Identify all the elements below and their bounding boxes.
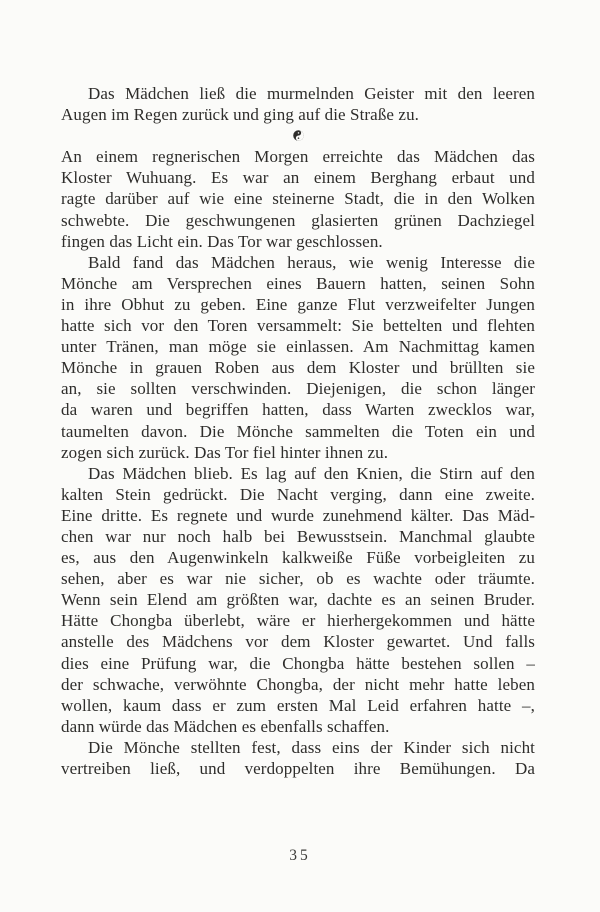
text-line: fingen das Licht ein. Das Tor war geschlossen.: [61, 231, 383, 251]
yin-yang-icon: [61, 125, 535, 146]
text-line: Hätte Chongba überlebt, wäre er hierhergekommen und hätte: [61, 611, 535, 631]
text-line: dies eine Prüfung war, die Chongba hätte bestehen sollen –: [61, 653, 535, 673]
text-line: Wenn sein Elend am größten war, dachte es an seinen Bruder.: [61, 590, 535, 610]
paragraph: [61, 252, 535, 463]
text-line: Die Mönche stellten fest, dass eins der Kinder sich nicht: [88, 737, 535, 757]
text-line: wollen, kaum dass er zum ersten Mal Leid erfahren hatte –,: [61, 695, 535, 715]
page-body-text: [61, 83, 535, 779]
text-line: sehen, aber es war nie sicher, ob es wachte oder träumte.: [61, 569, 535, 589]
text-line: Kloster Wuhuang. Es war an einem Berghang erbaut und: [61, 168, 535, 188]
text-line: Bald fand das Mädchen heraus, wie wenig Interesse die: [88, 252, 535, 272]
paragraph: [61, 463, 535, 737]
text-line: da waren und begriffen hatten, dass Warten zwecklos war,: [61, 400, 535, 420]
text-line: taumelten davon. Die Mönche sammelten die Toten ein und: [61, 421, 535, 441]
text-line: chen war nur noch halb bei Bewusstsein. Manchmal glaubte: [61, 526, 535, 546]
page-number: 35: [289, 847, 311, 864]
text-line: an, sie sollten verschwinden. Diejenigen, die schon länger: [61, 379, 535, 399]
text-line: es, aus den Augenwinkeln kalkweiße Füße vorbeigleiten zu: [61, 548, 535, 568]
text-line: An einem regnerischen Morgen erreichte das Mädchen das: [61, 147, 535, 167]
text-line: vertreiben ließ, und verdoppelten ihre Bemühungen. Da: [61, 759, 535, 778]
text-line: Augen im Regen zurück und ging auf die Straße zu.: [61, 105, 420, 125]
text-line: anstelle des Mädchens vor dem Kloster gewartet. Und falls: [61, 632, 535, 652]
text-line: Mönche in grauen Roben aus dem Kloster und brüllten sie: [61, 358, 535, 378]
text-line: Das Mädchen ließ die murmelnden Geister mit den leeren: [88, 84, 535, 103]
text-line: ragte darüber auf wie eine steinerne Stadt, die in den Wolken: [61, 189, 535, 209]
text-line: hatte sich vor den Toren versammelt: Sie bettelten und flehten: [61, 316, 535, 336]
text-line: Eine dritte. Es regnete und wurde zunehmend kälter. Das Mäd-: [61, 505, 535, 525]
text-line: Mönche am Versprechen eines Bauern hatten, seinen Sohn: [61, 273, 535, 293]
text-line: kalten Stein gedrückt. Die Nacht verging, dann eine zweite.: [61, 484, 535, 504]
text-line: der schwache, verwöhnte Chongba, der nicht mehr hatte leben: [61, 674, 535, 694]
text-line: in ihre Obhut zu geben. Eine ganze Flut verzweifelter Jungen: [61, 294, 535, 314]
text-line: Das Mädchen blieb. Es lag auf den Knien, die Stirn auf den: [88, 463, 535, 483]
paragraph: [61, 146, 535, 251]
text-line: schwebte. Die geschwungenen glasierten grünen Dachziegel: [61, 210, 535, 230]
text-line: unter Tränen, man möge sie einlassen. Am Nachmittag kamen: [61, 337, 535, 357]
text-line: zogen sich zurück. Das Tor fiel hinter ihnen zu.: [61, 442, 389, 462]
paragraph: [61, 737, 535, 779]
paragraph: [61, 83, 535, 125]
text-line: dann würde das Mädchen es ebenfalls schaffen.: [61, 716, 390, 736]
